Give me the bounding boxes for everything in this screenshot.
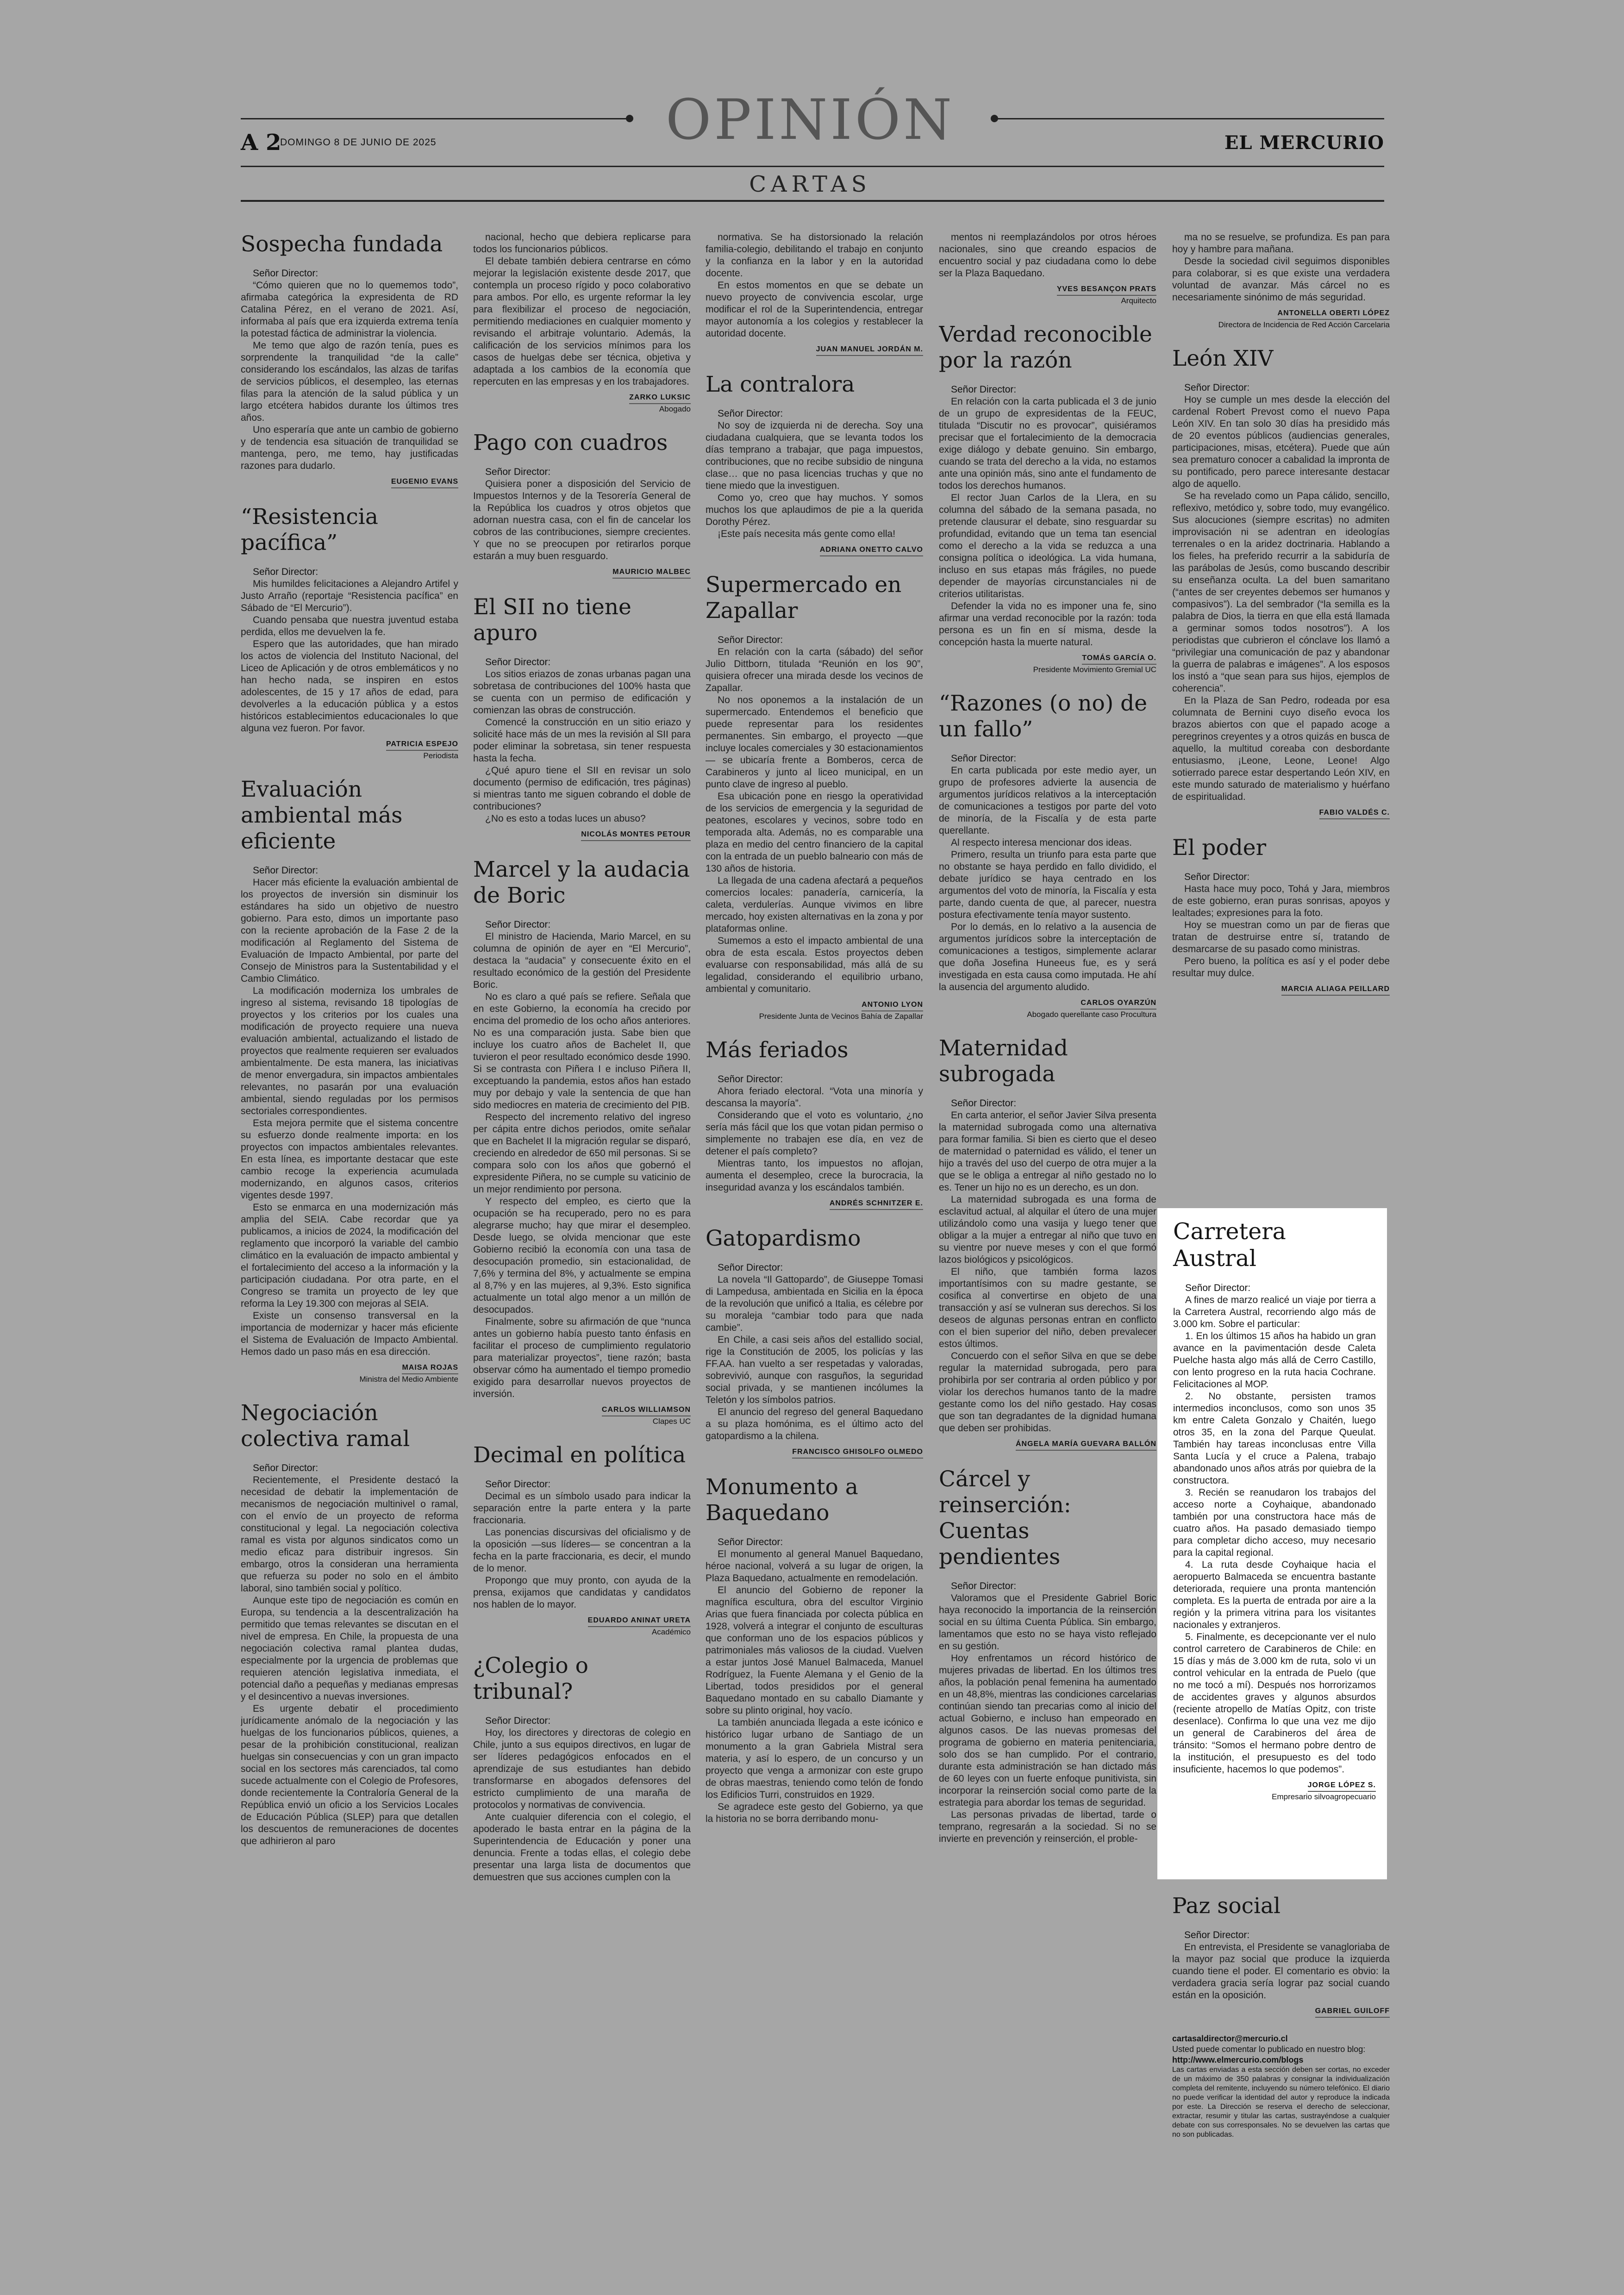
letter-paragraph: 4. La ruta desde Coyhaique hacia el aeropuerto Balmaceda se encuentra bastante deteriorada, requiere una pronta mantención completa. Es la puerta de entrada por aire a la región y la primera vitrina para los visitantes nacionales y extranjeros. xyxy=(1173,1559,1376,1630)
letter-salutation: Señor Director: xyxy=(718,1262,783,1273)
letter-paragraph: La novela “Il Gattopardo”, de Giuseppe Tomasi di Lampedusa, ambientada en Sicilia en la época de la revolución que unificó a Italia, es célebre por su moraleja “cambiar todo para que nada cambie”. xyxy=(706,1274,923,1333)
letter-signature: MAISA ROJAS xyxy=(402,1363,458,1374)
letter-headline: ¿Colegio o tribunal? xyxy=(473,1653,588,1704)
letter-signature: CARLOS WILLIAMSON xyxy=(602,1405,691,1416)
letter-salutation: Señor Director: xyxy=(951,1098,1017,1109)
letter-paragraph: Al respecto interesa mencionar dos ideas. xyxy=(951,837,1132,848)
letter-headline: León XIV xyxy=(1172,346,1274,371)
letter-salutation: Señor Director: xyxy=(485,1715,551,1726)
letter-salutation: Señor Director: xyxy=(485,657,551,667)
letter-paragraph: “Cómo quieren que no lo quememos todo”, afirmaba categórica la expresidenta de RD Catalina Pérez, en el verano de 2021. Así, informaba al país que era izquierda extrema tenía la potestad fáctica de administrar la violencia. xyxy=(241,280,458,339)
letter-paragraph: Y respecto del empleo, es cierto que la ocupación se ha recuperado, pero no es para alegrarse mucho; hay que mirar el desempleo. Desde luego, se olvida mencionar que este Gobierno recibió la economía con una tasa de desocupación promedio, sin estacionalidad, de 7,6% y termina del 8%, y actualmente se empina al 8,7% y en las mujeres, al 9,3%. Esto significa actualmente un total algo menor a un millón de desocupados. xyxy=(473,1196,691,1315)
letter-paragraph: El ministro de Hacienda, Mario Marcel, en su columna de opinión de ayer en “El Mercurio”, destaca la “audacia” y consecuente éxito en el resultado económico de la gestión del Presidente Boric. xyxy=(473,931,691,990)
letter-signature: EUGENIO EVANS xyxy=(391,477,458,488)
letter-paragraph: El anuncio del Gobierno de reponer la magnífica escultura, obra del escultor Virginio Arias que fuera financiada por colecta pública en 1928, volverá a integrar el conjunto de esculturas que conforman uno de los espacios públicos y patrimoniales más valiosos de la ciudad. Vuelven a estar juntos José Manuel Balmaceda, Manuel Rodríguez, la Fuente Alemana y el Genio de la Libertad, todos presididos por el general Baquedano montado en su caballo Diamante y sobre su plinto original, hoy vacío. xyxy=(706,1585,923,1716)
letter-headline: Decimal en política xyxy=(473,1442,686,1468)
letter-headline: “Resistencia pacífica” xyxy=(241,504,378,555)
letter-salutation: Señor Director: xyxy=(718,1074,783,1085)
letter-signature: JUAN MANUEL JORDÁN M. xyxy=(816,344,923,356)
header-rule-right xyxy=(994,118,1384,119)
letter-paragraph: Ahora feriado electoral. “Vota una minoría y descansa la mayoría”. xyxy=(706,1086,923,1109)
letter-signature: FRANCISCO GHISOLFO OLMEDO xyxy=(792,1447,923,1459)
letter-salutation: Señor Director: xyxy=(951,1581,1017,1591)
letter-salutation: Señor Director: xyxy=(1185,1283,1251,1293)
section-name: CARTAS xyxy=(749,171,871,197)
letter-paragraph: Hoy se muestran como un par de fieras que tratan de destruirse entre sí, tratando de desmarcarse de su pasado como ministras. xyxy=(1172,920,1390,954)
letter-salutation: Señor Director: xyxy=(718,635,783,645)
letter xyxy=(706,231,923,356)
letter-headline: Gatopardismo xyxy=(706,1226,861,1251)
letter-paragraph: ¿No es esto a todas luces un abuso? xyxy=(485,813,646,824)
letter-paragraph: El rector Juan Carlos de la Llera, en su columna del sábado de la semana pasada, no pretende clausurar el debate, sino resguardar su profundidad, evitando que un tema tan esencial como el derecho a la vida se reduzca a una consigna política o ideológica. La vida humana, incluso en sus etapas más frágiles, no puede depender de mayorías circunstanciales ni de criterios utilitaristas. xyxy=(939,493,1156,599)
letter-paragraph: ma no se resuelve, se profundiza. Es pan para hoy y hambre para mañana. xyxy=(1172,232,1390,255)
letter xyxy=(939,691,1156,1020)
letter-paragraph: Ante cualquier diferencia con el colegio, el apoderado le basta entrar en la página de la Superintendencia de Educación y poner una denuncia. Frente a todas ellas, el colegio debe presentar una larga lista de documentos que demuestren que sus acciones cumplen con la xyxy=(473,1812,691,1883)
letter-paragraph: Primero, resulta un triunfo para esta parte que no obstante se haya perdido en fallo dividido, el debate jurídico se haya centrado en los argumentos del voto de minoría, la Fiscalía y esta parte, dando cuenta de que, al parecer, nuestra postura efectivamente tenía mayor sustento. xyxy=(939,849,1156,920)
letter-signature: TOMÁS GARCÍA O. xyxy=(1082,653,1156,665)
letter-paragraph: Recientemente, el Presidente destacó la necesidad de debatir la implementación de mecanismos de negociación multinivel o ramal, con el envío de un proyecto de reforma constitucional y legal. La negociación colectiva ramal es vista por algunos sindicatos como un medio eficaz para distribuir ingresos. Sin embargo, otros la consideran una herramienta que refuerza su poder no solo en el ámbito laboral, sino también social y político. xyxy=(241,1475,458,1594)
letter-paragraph: La también anunciada llegada a este icónico e histórico lugar urbano de Santiago de un monumento a la gran Gabriela Mistral sera materia, y así lo espero, de un concurso y un proyecto que venga a armonizar con este grupo de obras maestras, teniendo como telón de fondo los Edificios Turri, construidos en 1929. xyxy=(706,1717,923,1800)
letter-paragraph: El debate también debiera centrarse en cómo mejorar la legislación existente desde 2017, que contempla un proceso rígido y poco colaborativo para ambos. Por ello, es urgente reformar la ley para flexibilizar el proceso de negociación, permitiendo mediaciones en cualquier momento y revisando el arbitraje voluntario. Además, la calificación de los servicios mínimos para los casos de huelgas debe ser técnica, objetiva y adaptada a los cambios de la economía que repercuten en las empresas y en los trabajadores. xyxy=(473,256,691,387)
letter-signature: JORGE LÓPEZ S. xyxy=(1308,1780,1376,1792)
letter xyxy=(473,594,691,841)
letter-paragraph: Finalmente, sobre su afirmación de que “nunca antes un gobierno había puesto tanto énfasis en facilitar el proceso de cumplimiento regulatorio para materializar proyectos”, tiene razón; basta observar cómo ha aumentado el tiempo promedio exigido para desarrollar nuevos proyectos de inversión. xyxy=(473,1316,691,1399)
letter-paragraph: Se ha revelado como un Papa cálido, sencillo, reflexivo, metódico y, sobre todo, muy evangélico. Sus alocuciones (siempre escritas) no admiten improvisación ni se adentran en ideologías terrenales o en la aridez doctrinaria. Hablando a los fieles, ha preferido recurrir a la sabiduría de las parábolas de Jesús, como buscando describir su enseñanza oculta. La del buen samaritano (“antes de ser creyentes debemos ser humanos y compasivos”). La del sembrador (“la semilla es la palabra de Dios, la tierra en que ella está llamada a germinar somos todos nosotros”). A los periodistas que cubrieron el cónclave los llamó a “privilegiar una comunicación de paz y abandonar la guerra de palabras e imágenes”. A los esposos los instó a “que sean para sus hijos, ejemplos de coherencia”. xyxy=(1172,491,1390,694)
letter-role: Presidente Junta de Vecinos Bahía de Zapallar xyxy=(759,1012,923,1021)
letter-paragraph: Defender la vida no es imponer una fe, sino afirmar una verdad reconocible por la razón: toda persona es un fin en sí misma, desde la concepción hasta la muerte natural. xyxy=(939,601,1156,648)
letter-paragraph: Pero bueno, la política es así y el poder debe resultar muy dulce. xyxy=(1172,956,1390,979)
contact-box xyxy=(1172,2033,1390,2139)
letter-salutation: Señor Director: xyxy=(1184,382,1250,393)
header-rule-top xyxy=(241,166,1384,167)
letter-paragraph: Desde la sociedad civil seguimos disponibles para colaborar, si es que existe una verdadera voluntad de avanzar. Más cárcel no es necesariamente sinónimo de más seguridad. xyxy=(1172,256,1390,303)
letter-salutation: Señor Director: xyxy=(485,919,551,930)
letter xyxy=(706,1037,923,1210)
header-rule-left xyxy=(241,118,630,119)
letter xyxy=(1172,231,1390,330)
letter-paragraph: Comencé la construcción en un sitio eriazo y solicité hace más de un mes la revisión al SII para poder eliminar la sobretasa, sin tener respuesta hasta la fecha. xyxy=(473,717,691,764)
letter-paragraph: En relación con la carta (sábado) del señor Julio Dittborn, titulada “Reunión en los 90”, quisiera ofrecer una mirada desde los vecinos de Zapallar. xyxy=(706,647,923,693)
column-5 xyxy=(1172,231,1390,1194)
letter-paragraph: Hoy enfrentamos un récord histórico de mujeres privadas de libertad. En los últimos tres años, la población penal femenina ha aumentado en un 48,8%, mientras las condiciones carcelarias continúan siendo tan precarias como al inicio del actual Gobierno, e incluso han empeorado en algunos casos. De las nuevas promesas del programa de gobierno en materia penitenciaria, solo dos se han cumplido. Por el contrario, durante esta administración se han dictado más de 60 leyes con un fuerte enfoque punitivista, sin incorporar la reinserción social como parte de la estrategia para abordar los temas de seguridad. xyxy=(939,1653,1156,1808)
contact-blog-link[interactable]: http://www.elmercurio.com/blogs xyxy=(1172,2055,1304,2064)
letter xyxy=(939,322,1156,675)
letter-signature: ANTONIO LYON xyxy=(862,1000,923,1011)
letter-paragraph: Concuerdo con el señor Silva en que se debe regular la maternidad subrogada, pero para prohibirla por ser contraria al orden público y por violar los derechos humanos tanto de la madre gestante como los del niño gestado. Hay cosas que son tan degradantes de la dignidad humana que deben ser prohibidas. xyxy=(939,1351,1156,1434)
letter-role: Ministra del Medio Ambiente xyxy=(359,1375,458,1384)
letter-paragraph: 3. Recién se reanudaron los trabajos del acceso norte a Coyhaique, abandonado también por una constructora hace más de cuatro años. Ha pasado demasiado tiempo para completar dicho acceso, muy necesario para la capital regional. xyxy=(1173,1487,1376,1558)
letter-paragraph: Propongo que muy pronto, con ayuda de la prensa, exijamos que candidatas y candidatos nos hablen de lo mayor. xyxy=(473,1575,691,1610)
letter-role: Periodista xyxy=(423,751,458,760)
letter-paragraph: No es claro a qué país se refiere. Señala que en este Gobierno, la economía ha crecido por encima del promedio de los ocho años anteriores. No es una comparación justa. Sabe bien que incluye los cuatro años de Bachelet II, que tuvieron el peor resultado económico desde 1990. Si se contrasta con Piñera I e incluso Piñera II, exceptuando la pandemia, estos años han estado muy por debajo y vale la sentencia de que han sido mediocres en materia de crecimiento del PIB. xyxy=(473,992,691,1110)
letter-role: Académico xyxy=(651,1628,691,1636)
letter-role: Abogado xyxy=(659,405,691,413)
letter-salutation: Señor Director: xyxy=(951,753,1017,764)
letter-headline: Pago con cuadros xyxy=(473,430,668,455)
letter-paragraph: Esta mejora permite que el sistema concentre su esfuerzo donde realmente importa: en los proyectos con impactos ambientales relevantes. En esta línea, es importante destacar que este cambio recoge la experiencia acumulada modernizando, en algunos casos, criterios vigentes desde 1997. xyxy=(241,1118,458,1201)
letter-paragraph: Espero que las autoridades, que han mirado los actos de violencia del Instituto Nacional, del Liceo de Aplicación y de otros emblemáticos y no han hecho nada, se inspiren en estos adolescentes, de 15 y 17 años de edad, para devolverles a la educación pública y a estos históricos establecimientos educacionales lo que alguna vez fueron. Por favor. xyxy=(241,639,458,734)
letter-paragraph: Las personas privadas de libertad, tarde o temprano, regresarán a la sociedad. Si no se invierte en prevención y reinserción, el proble- xyxy=(939,1809,1156,1844)
letter-paragraph: Como yo, creo que hay muchos. Y somos muchos los que aplaudimos de pie a la querida Dorothy Pérez. xyxy=(706,493,923,527)
letter-paragraph: Mientras tanto, los impuestos no aflojan, aumenta el desempleo, crece la burocracia, la inseguridad avanza y los escándalos también. xyxy=(706,1158,923,1193)
letter-paragraph: Es urgente debatir el procedimiento jurídicamente anómalo de la negociación y las huelgas de los funcionarios públicos, quienes, a pesar de la prohibición constitucional, realizan huelgas sin consecuencias y con un gran impacto social en los sectores más carenciados, tal como sucede actualmente con el Colegio de Profesores, donde recientemente la Contraloría General de la República envió un oficio a los Servicios Locales de Educación Pública (SLEP) para que detallen los descuentos de remuneraciones de docentes que adhirieron al paro xyxy=(241,1703,458,1846)
letter-salutation: Señor Director: xyxy=(485,1479,551,1490)
column-2 xyxy=(473,231,691,2245)
letter-headline: Sospecha fundada xyxy=(241,231,443,257)
letter xyxy=(1172,835,1390,996)
letter-paragraph: Me temo que algo de razón tenía, pues es sorprendente la tranquilidad “de la calle” considerando los escándalos, las alzas de tarifas de servicios públicos, el desempleo, las eternas filas para la atención de la salud pública y un largo etcétera habidos durante los últimos tres años. xyxy=(241,340,458,423)
letter xyxy=(241,1400,458,1847)
letter-paragraph: nacional, hecho que debiera replicarse para todos los funcionarios públicos. xyxy=(473,232,691,255)
letter-paragraph: En la Plaza de San Pedro, rodeada por esa columnata de Bernini cuyo diseño evoca los brazos abiertos con que el papado acoge a peregrinos creyentes y a otros quizás en busca de aquello, la multitud coreaba con desbordante entusiasmo, ¡Leone, Leone, Leone! Algo sotierrado parece estar despertando León XIV, en este mundo saturado de materialismo y huérfano de espiritualidad. xyxy=(1172,695,1390,802)
letter-salutation: Señor Director: xyxy=(253,567,319,577)
letter-paragraph: La maternidad subrogada es una forma de esclavitud actual, al alquilar el útero de una mujer utilizándolo como una vasija y luego tener que obligar a la mujer a entregar al niño que tuvo en su vientre por nueve meses y con el que formó lazos biológicos y psicológicos. xyxy=(939,1194,1156,1265)
letter-salutation: Señor Director: xyxy=(253,865,319,876)
letter-paragraph: Respecto del incremento relativo del ingreso per cápita entre dichos periodos, omite señalar que en Bachelet II la migración regular se disparó, creciendo en alrededor de 650 mil personas. Si se compara solo con los años que gobernó el expresidente Piñera, no se cumple su vaticinio de un mejor rendimiento por persona. xyxy=(473,1112,691,1195)
letter xyxy=(473,430,691,579)
letter-paragraph: ¡Este país necesita más gente como ella! xyxy=(718,529,896,539)
letter-signature: ANTONELLA OBERTI LÓPEZ xyxy=(1278,308,1390,320)
letter xyxy=(706,572,923,1022)
letter-salutation: Señor Director: xyxy=(1184,872,1250,882)
letter-paragraph: Valoramos que el Presidente Gabriel Boric haya reconocido la importancia de la reinserción social en su última Cuenta Pública. Sin embargo, lamentamos que esto no se haya visto reflejado en su gestión. xyxy=(939,1593,1156,1652)
letter-paragraph: Se agradece este gesto del Gobierno, ya que la historia no se borra derribando monu- xyxy=(706,1802,923,1824)
letter-salutation: Señor Director: xyxy=(1184,1930,1250,1940)
issue-date: DOMINGO 8 DE JUNIO DE 2025 xyxy=(280,137,437,148)
letter xyxy=(706,372,923,556)
letter-paragraph: Hoy se cumple un mes desde la elección del cardenal Robert Prevost como el nuevo Papa León XIV. En tan solo 30 días ha presidido más de 20 eventos públicos (audiencias generales, participaciones, misas, etcétera). Puede que aún sea prematuro conocer a cabalidad la impronta de su pontificado, pero parece interesante destacar algo de aquello. xyxy=(1172,394,1390,489)
letter xyxy=(939,231,1156,306)
letter-paragraph: Cuando pensaba que nuestra juventud estaba perdida, ellos me devuelven la fe. xyxy=(241,615,458,637)
featured-letter xyxy=(1157,1208,1387,1879)
letter-paragraph: A fines de marzo realicé un viaje por tierra a la Carretera Austral, recorriendo algo más de 3.000 km. Sobre el particular: xyxy=(1173,1295,1376,1329)
letter-headline: Paz social xyxy=(1172,1893,1281,1919)
letter xyxy=(1172,1893,1390,2018)
letter-paragraph: El niño, que también forma lazos importantísimos con su madre gestante, se cosifica al convertirse en objeto de una transacción y así se vulneran sus derechos. Si los deseos de algunas personas entran en conflicto con el bien superior del niño, deben prevalecer estos últimos. xyxy=(939,1266,1156,1349)
letter xyxy=(706,1226,923,1459)
letter-paragraph: El monumento al general Manuel Baquedano, héroe nacional, volverá a su lugar de origen, la Plaza Baquedano, actualmente en remodelación. xyxy=(706,1549,923,1584)
letter-paragraph: La llegada de una cadena afectará a pequeños comercios locales: panadería, carnicería, la caleta, verdulerías. Aunque vivimos en libre mercado, hoy existen alternativas en la zona y por plataformas online. xyxy=(706,875,923,934)
letter-paragraph: Existe un consenso transversal en la importancia de modernizar y hacer más eficiente el Sistema de Evaluación de Impacto Ambiental. Hemos dado un paso más en esa dirección. xyxy=(241,1310,458,1357)
letter-paragraph: Esto se enmarca en una modernización más amplia del SEIA. Cabe recordar que ya publicamos, a inicios de 2024, la modificación del reglamento que incorporó la variable del cambio climático en la evaluación de impacto ambiental y el fortalecimiento del acceso a la información y la participación ciudadana. Por otra parte, en el Congreso se tramita un proyecto de ley que reforma la Ley 19.300 con mejoras al SEIA. xyxy=(241,1202,458,1309)
letter-signature: CARLOS OYARZÚN xyxy=(1081,998,1156,1010)
letter-paragraph: Los sitios eriazos de zonas urbanas pagan una sobretasa de contribuciones del 100% hasta que se cuenta con un permiso de edificación y comienzan las obras de construcción. xyxy=(473,669,691,716)
contact-email[interactable]: cartasaldirector@mercurio.cl xyxy=(1172,2034,1288,2043)
letter-paragraph: El anuncio del regreso del general Baquedano a su plaza homónima, es el último acto del gatopardismo a la chilena. xyxy=(706,1407,923,1441)
letter-signature: YVES BESANÇON PRATS xyxy=(1057,284,1156,296)
letter-headline: “Razones (o no) de un fallo” xyxy=(939,691,1148,742)
letter-role: Clapes UC xyxy=(652,1417,691,1426)
letter-paragraph: Uno esperaría que ante un cambio de gobierno y de tendencia esa situación de tranquilidad se mantenga, pero, me temo, hay justificadas razones para dudarlo. xyxy=(241,424,458,471)
letter-signature: PATRICIA ESPEJO xyxy=(386,739,458,751)
letter-headline: Evaluación ambiental más eficiente xyxy=(241,777,403,854)
letter-signature: EDUARDO ANINAT URETA xyxy=(588,1615,691,1627)
letter-headline: Negociación colectiva ramal xyxy=(241,1400,410,1452)
letter-body xyxy=(1173,1294,1376,1776)
publication-name: EL MERCURIO xyxy=(1224,132,1384,154)
letter-role: Abogado querellante caso Procultura xyxy=(1027,1010,1156,1019)
letter xyxy=(473,1653,691,1883)
letter-role: Directora de Incidencia de Red Acción Carcelaria xyxy=(1218,320,1390,329)
letter-signature: MAURICIO MALBEC xyxy=(612,567,691,579)
column-4 xyxy=(939,231,1156,2245)
letter-paragraph: Hacer más eficiente la evaluación ambiental de los proyectos de inversión sin disminuir los estándares ha sido un objetivo de nuestro gobierno. Para esto, dimos un importante paso con la reciente aprobación de la Fase 2 de la modificación al Reglamento del Sistema de Evaluación de Impacto Ambiental, por parte del Consejo de Ministros para la Sustentabilidad y el Cambio Climático. xyxy=(241,877,458,984)
letter-paragraph: normativa. Se ha distorsionado la relación familia-colegio, debilitando el trabajo en conjunto y la confianza en la labor y en la autoridad docente. xyxy=(706,232,923,279)
letter-signature: ADRIANA ONETTO CALVO xyxy=(820,545,923,556)
letter-paragraph: La modificación moderniza los umbrales de ingreso al sistema, revisando 18 tipologías de proyectos y los criterios por los cuales una modificación de proyecto requiere una nueva evaluación ambiental, actualizando el listado de proyectos que realmente requieren ser evaluados ambientalmente. De esta manera, las iniciativas de menor envergadura, sin impactos ambientales relevantes, no pasarán por una evaluación ambiental, siendo reguladas por los permisos sectoriales correspondientes. xyxy=(241,985,458,1116)
letter xyxy=(939,1466,1156,1845)
letter xyxy=(939,1035,1156,1451)
letter-paragraph: Aunque este tipo de negociación es común en Europa, su tendencia a la descentralización ha permitido que temas relevantes se discutan en el nivel de empresa. En Chile, la propuesta de una negociación colectiva ramal plantea dudas, especialmente por la urgencia de problemas que requieren atención legislativa inmediata, el potencial daño a pequeñas y medianas empresas y el desincentivo a nuevas inversiones. xyxy=(241,1595,458,1702)
letter-role: Arquitecto xyxy=(1121,296,1156,305)
letter-paragraph: En estos momentos en que se debate un nuevo proyecto de convivencia escolar, urge modificar el rol de la Superintendencia, entregar mayor autonomía a los colegios y restablecer la autoridad docente. xyxy=(706,280,923,339)
letter-signature: NICOLÁS MONTES PETOUR xyxy=(581,829,691,841)
letter-headline: Monumento a Baquedano xyxy=(706,1474,858,1526)
letter-paragraph: Por lo demás, en lo relativo a la ausencia de argumentos jurídicos sobre la interceptación de comunicaciones a testigos, simplemente aclarar que doña Josefina Huneeus fue, es y será investigada en esta causa como imputada. He ahí la ausencia del argumento aludido. xyxy=(939,922,1156,992)
letter-role: Empresario silvoagropecuario xyxy=(1272,1792,1376,1801)
letter-paragraph: Sumemos a esto el impacto ambiental de una obra de esta escala. Estos proyectos deben evaluarse con responsabilidad, más allá de su legalidad, considerando el equilibrio urbano, ambiental y comunitario. xyxy=(706,935,923,994)
letter-paragraph: mentos ni reemplazándolos por otros héroes nacionales, sino que creando espacios de encuentro social y paz ciudadana como lo debe ser la Plaza Baquedano. xyxy=(939,232,1156,279)
letter-paragraph: ¿Qué apuro tiene el SII en revisar un solo documento (permiso de edificación, tres páginas) si mientras tanto me siguen cobrando el doble de contribuciones? xyxy=(473,765,691,812)
letter-paragraph: Esa ubicación pone en riesgo la operatividad de los servicios de emergencia y la seguridad de peatones, escolares y vecinos, sobre todo en temporada alta. Además, no es comparable una plaza en medio del centro financiero de la capital con la entrada de un pueblo balneario con más de 130 años de historia. xyxy=(706,791,923,874)
letter-paragraph: En relación con la carta publicada el 3 de junio de un grupo de expresidentas de la FEUC, titulada “Discutir no es provocar”, quisiéramos precisar que el fortalecimiento de la democracia exige diálogo y debate genuino. Sin embargo, cuando se trata del derecho a la vida, no estamos ante una opinión más, sino ante el fundamento de todos los derechos humanos. xyxy=(939,396,1156,491)
letter-paragraph: Considerando que el voto es voluntario, ¿no sería más fácil que los que votan pidan permiso o simplemente no trabajen ese día, en vez de detener el país completo? xyxy=(706,1110,923,1157)
letter-headline: El poder xyxy=(1172,835,1267,861)
page-title: OPINIÓN xyxy=(665,88,955,152)
letter-signature: FABIO VALDÉS C. xyxy=(1319,808,1390,819)
letter-paragraph: 1. En los últimos 15 años ha habido un gran avance en la pavimentación desde Caleta Puelche hasta algo más allá de Cerro Castillo, con lento progreso en la ruta hacia Cochrane. Felicitaciones al MOP. xyxy=(1173,1331,1376,1390)
letter-paragraph: Las ponencias discursivas del oficialismo y de la oposición —sus líderes— se concentran a la fecha en la parte fraccionaria, es decir, el mundo de lo menor. xyxy=(473,1527,691,1574)
letter-body xyxy=(1172,1941,1390,2002)
letter-headline: Carretera Austral xyxy=(1173,1218,1286,1272)
contact-policy: Las cartas enviadas a esta sección deben ser cortas, no exceder de un máximo de 350 palabras y consignar la individualización completa del remitente, incluyendo su número telefónico. El diario no puede verificar la identidad del autor y reproduce la indicada por este. La Dirección se reserva el derecho de seleccionar, extractar, resumir y titular las cartas, sustrayéndose a cualquier debate con sus corresponsales. No se devuelven las cartas que no son publicadas. xyxy=(1172,2066,1390,2139)
letter-salutation: Señor Director: xyxy=(485,467,551,477)
letter-role: Presidente Movimiento Gremial UC xyxy=(1033,665,1156,674)
letter-paragraph: Quisiera poner a disposición del Servicio de Impuestos Internos y de la Tesorería General de la República los cuadros y otros objetos que adornan nuestra casa, con el fin de cancelar los cobros de las contribuciones, siempre crecientes. Y que no se preocupen por retirarlos porque estarán a muy buen resguardo. xyxy=(473,479,691,561)
letter xyxy=(1172,346,1390,819)
letter-paragraph: 5. Finalmente, es decepcionante ver el nulo control carretero de Carabineros de Chile: en 15 días y más de 3.000 km de ruta, solo vi un control vehicular en la entrada de Puelo (que no me tocó a mí). Después nos horrorizamos de accidentes graves y algunos absurdos (reciente atropello de Matías Opitz, con triste desenlace). Confirma lo que una vez me dijo un general de Carabineros del área de tránsito: “Somos el hermano pobre dentro de la institución, el presupuesto es del todo insuficiente, hacemos lo que podemos”. xyxy=(1173,1632,1376,1775)
letter-paragraph: Hoy, los directores y directoras de colegio en Chile, junto a sus equipos directivos, en lugar de ser líderes pedagógicos enfocados en el aprendizaje de sus estudiantes han debido transformarse en abogados defensores del estricto cumplimiento de una maraña de protocolos y normativas de convivencia. xyxy=(473,1727,691,1810)
letter-paragraph: En carta anterior, el señor Javier Silva presenta la maternidad subrogada como una alternativa para formar familia. Si bien es cierto que el deseo de maternidad o paternidad es válido, el tener un hijo a través del uso del cuerpo de otra mujer a la que se le obliga a entregar al niño gestado no lo es. Tener un hijo no es un derecho, es un don. xyxy=(939,1110,1156,1193)
letter-signature: GABRIEL GUILOFF xyxy=(1315,2006,1390,2018)
column-5-lower xyxy=(1172,1893,1390,2245)
letter-paragraph: En Chile, a casi seis años del estallido social, rige la Constitución de 2005, los policías y las FF.AA. han vuelto a ser respetadas y valoradas, sobrevivió, aunque con rasguños, la seguridad social privada, y se mantienen incólumes la Teletón y los símbolos patrios. xyxy=(706,1335,923,1405)
letter-paragraph: 2. No obstante, persisten tramos intermedios inconclusos, como son unos 35 km entre Caleta Gonzalo y Chaitén, luego otros 35, en la zona del Parque Queulat. También hay tareas inconclusas entre Villa Santa Lucía y el cruce a Palena, trabajo abandonado unos años atrás por quiebra de la constructora. xyxy=(1173,1391,1376,1486)
header-rule-bottom xyxy=(241,200,1384,202)
letter xyxy=(241,777,458,1384)
letter-signature: ZARKO LUKSIC xyxy=(629,393,691,404)
letter-paragraph: No nos oponemos a la instalación de un supermercado. Entendemos el beneficio que puede representar para los residentes permanentes. Sin embargo, el proyecto —que incluye locales comerciales y 30 estacionamientos— se ubicaría frente a Bomberos, cerca de Carabineros y junto al liceo municipal, en un punto clave de ingreso al pueblo. xyxy=(706,695,923,790)
page-number: A 2 xyxy=(241,130,281,156)
letter-paragraph: Mis humildes felicitaciones a Alejandro Artifel y Justo Arraño (reportaje “Resistencia pacífica” en Sábado de “El Mercurio”). xyxy=(241,579,458,613)
letter-paragraph: Hasta hace muy poco, Tohá y Jara, miembros de este gobierno, eran puras sonrisas, apoyos y lealtades; expresiones para la foto. xyxy=(1172,884,1390,918)
letter-headline: Cárcel y reinserción: Cuentas pendientes xyxy=(939,1466,1071,1570)
letter-signature: ANDRÉS SCHNITZER E. xyxy=(830,1198,923,1210)
letter xyxy=(241,504,458,761)
letter-paragraph: En entrevista, el Presidente se vanagloriaba de la mayor paz social que produce la izquierda cuando tiene el poder. El comentario es obvio: la verdadera gracia sería lograr paz social cuando están en la oposición. xyxy=(1172,1942,1390,2001)
letter-paragraph: En carta publicada por este medio ayer, un grupo de profesores advierte la ausencia de argumentos jurídicos relativos a la interceptación de comunicaciones a testigos por parte del voto de minoría, de la Fiscalía y de esta parte querellante. xyxy=(939,765,1156,836)
letter-headline: La contralora xyxy=(706,372,855,397)
letter-salutation: Señor Director: xyxy=(253,1463,319,1473)
contact-note: Usted puede comentar lo publicado en nuestro blog: xyxy=(1172,2045,1366,2054)
letter-headline: Verdad reconocible por la razón xyxy=(939,322,1152,373)
letter xyxy=(473,1442,691,1637)
column-1 xyxy=(241,231,458,2245)
letter-headline: Supermercado en Zapallar xyxy=(706,572,902,624)
letter-paragraph: No soy de izquierda ni de derecha. Soy una ciudadana cualquiera, que se levanta todos los días temprano a trabajar, que paga impuestos, contribuciones, que no recibe subsidio de ninguna clase… que no pasa licencias truchas y que no tiene miedo que la investiguen. xyxy=(706,420,923,491)
letter-salutation: Señor Director: xyxy=(718,1537,783,1547)
letter-headline: El SII no tiene apuro xyxy=(473,594,631,646)
letter-paragraph: Decimal es un símbolo usado para indicar la separación entre la parte entera y la parte fraccionaria. xyxy=(473,1491,691,1526)
letter xyxy=(473,857,691,1427)
letter-salutation: Señor Director: xyxy=(718,408,783,419)
letter xyxy=(473,231,691,414)
letter xyxy=(706,1474,923,1825)
letter-salutation: Señor Director: xyxy=(253,268,319,279)
letter-salutation: Señor Director: xyxy=(951,384,1017,395)
letter-headline: Marcel y la audacia de Boric xyxy=(473,857,690,908)
letter-headline: Más feriados xyxy=(706,1037,849,1063)
letter-signature: MARCIA ALIAGA PEILLARD xyxy=(1281,984,1390,996)
column-3 xyxy=(706,231,923,2245)
letter-headline: Maternidad subrogada xyxy=(939,1035,1068,1087)
letter xyxy=(241,231,458,488)
letter-signature: ÁNGELA MARÍA GUEVARA BALLÓN xyxy=(1016,1439,1156,1451)
